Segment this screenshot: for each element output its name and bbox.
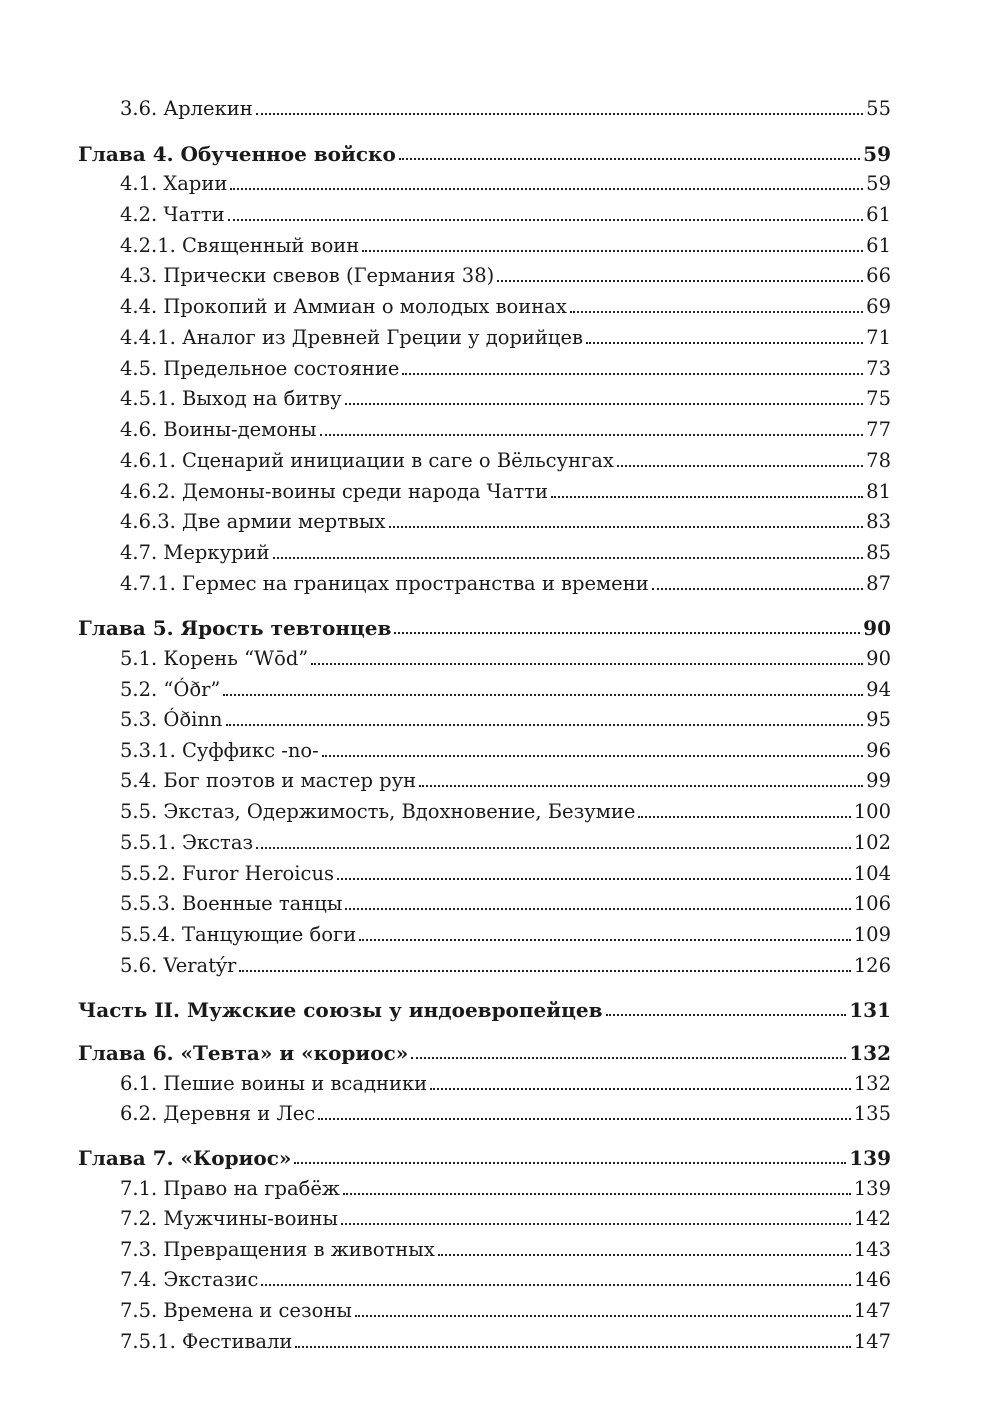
toc-section-entry (120, 197, 891, 227)
toc-section-entry (120, 1096, 891, 1126)
toc-page-number: 90 (863, 616, 891, 640)
toc-section-entry (120, 474, 891, 504)
toc-section-entry (120, 381, 891, 411)
toc-page-number: 78 (866, 449, 891, 472)
toc-entry-title: 5.5.1. Экстаз (120, 831, 254, 854)
toc-section-entry (120, 1201, 891, 1231)
dot-leader (343, 1193, 851, 1195)
toc-chapter-entry (78, 136, 891, 166)
toc-page-number: 85 (866, 541, 891, 564)
toc-section-entry (120, 672, 891, 702)
toc-section-entry (120, 1232, 891, 1262)
toc-entry-title: 6.1. Пешие воины и всадники (120, 1072, 428, 1095)
dot-leader (223, 694, 863, 696)
toc-entry-title: 5.6. Veratýr (120, 954, 237, 977)
toc-page-number: 95 (866, 708, 891, 731)
toc-entry-title: 4.4. Прокопий и Аммиан о молодых воинах (120, 295, 567, 318)
dot-leader (399, 158, 860, 160)
toc-page-number: 75 (866, 387, 891, 410)
toc-entry-title: 4.6.3. Две армии мертвых (120, 510, 386, 533)
dot-leader (341, 1223, 851, 1225)
toc-section-entry (120, 763, 891, 793)
toc-section-entry (120, 1262, 891, 1292)
toc-page-number: 71 (866, 326, 891, 349)
toc-page-number: 147 (853, 1299, 891, 1322)
dot-leader (320, 434, 864, 436)
toc-page-number: 59 (866, 172, 891, 195)
toc-section-entry (120, 1066, 891, 1096)
dot-leader (617, 465, 863, 467)
toc-section-entry (120, 535, 891, 565)
toc-entry-title: 4.2. Чатти (120, 203, 225, 226)
toc-section-entry (120, 948, 891, 978)
toc-entry-title: 5.5.3. Военные танцы (120, 892, 343, 915)
toc-page-number: 147 (853, 1330, 891, 1353)
toc-section-entry (120, 228, 891, 258)
toc-section-entry (120, 412, 891, 442)
toc-entry-title: 5.3.1. Суффикс -no- (120, 739, 319, 762)
toc-section-entry (120, 351, 891, 381)
toc-page-number: 83 (866, 510, 891, 533)
toc-page-number: 126 (853, 954, 891, 977)
toc-entry-title: 4.1. Харии (120, 172, 228, 195)
toc-page-number: 142 (853, 1207, 891, 1230)
toc-chapter-entry (78, 992, 891, 1022)
toc-entry-title: 4.2.1. Священный воин (120, 234, 360, 257)
toc-entry-title: Глава 5. Ярость тевтонцев (78, 616, 392, 640)
dot-leader (606, 1014, 847, 1016)
toc-section-entry (120, 166, 891, 196)
toc-entry-title: 7.5.1. Фестивали (120, 1330, 293, 1353)
toc-page-number: 132 (853, 1072, 891, 1095)
dot-leader (355, 1315, 851, 1317)
dot-leader (294, 1162, 846, 1164)
dot-leader (311, 663, 863, 665)
toc-entry-title: 5.5.4. Танцующие боги (120, 923, 357, 946)
toc-entry-title: 5.3. Óðinn (120, 708, 223, 731)
toc-page-number: 69 (866, 295, 891, 318)
dot-leader (586, 342, 863, 344)
toc-section-entry (120, 91, 891, 121)
dot-leader (419, 785, 863, 787)
toc-entry-title: 7.5. Времена и сезоны (120, 1299, 352, 1322)
dot-leader (318, 1118, 851, 1120)
toc-page-number: 146 (853, 1268, 891, 1291)
toc-page-number: 96 (866, 739, 891, 762)
toc-section-entry (120, 702, 891, 732)
toc-section-entry (120, 641, 891, 671)
toc-entry-title: 4.5. Предельное состояние (120, 357, 400, 380)
dot-leader (295, 1346, 850, 1348)
toc-section-entry (120, 504, 891, 534)
toc-page-number: 106 (853, 892, 891, 915)
toc-section-entry (120, 825, 891, 855)
toc-entry-title: 4.3. Прически свевов (Германия 38) (120, 264, 495, 287)
toc-section-entry (120, 733, 891, 763)
toc-chapter-entry (78, 610, 891, 640)
toc-entry-title: 5.5. Экстаз, Одержимость, Вдохновение, Безумие (120, 800, 636, 823)
toc-entry-title: 7.4. Экстазис (120, 1268, 259, 1291)
toc-entry-title: 4.6.1. Сценарий инициации в саге о Вёльсунгах (120, 449, 614, 472)
toc-entry-title: 5.1. Корень “Wōd” (120, 647, 309, 670)
toc-entry-title: 4.4.1. Аналог из Древней Греции у дорийцев (120, 326, 583, 349)
toc-entry-title: 7.2. Мужчины-воины (120, 1207, 339, 1230)
toc-entry-title: 4.6. Воины-демоны (120, 418, 317, 441)
toc-page-number: 61 (866, 234, 891, 257)
toc-section-entry (120, 856, 891, 886)
toc-page-number: 61 (866, 203, 891, 226)
toc-page-number: 90 (866, 647, 891, 670)
toc-page-number: 109 (853, 923, 891, 946)
toc-section-entry (120, 566, 891, 596)
dot-leader (402, 373, 863, 375)
dot-leader (438, 1254, 851, 1256)
dot-leader (394, 632, 860, 634)
toc-section-entry (120, 886, 891, 916)
toc-chapter-entry (78, 1140, 891, 1170)
toc-entry-title: Глава 7. «Кориос» (78, 1146, 292, 1170)
toc-entry-title: 6.2. Деревня и Лес (120, 1102, 316, 1125)
toc-entry-title: 4.6.2. Демоны-воины среди народа Чатти (120, 480, 548, 503)
dot-leader (261, 1284, 850, 1286)
toc-entry-title: 5.5.2. Furor Heroicus (120, 862, 335, 885)
dot-leader (230, 188, 863, 190)
dot-leader (228, 219, 863, 221)
toc-section-entry (120, 258, 891, 288)
dot-leader (359, 939, 851, 941)
toc-entry-title: Глава 6. «Тевта» и «кориос» (78, 1041, 409, 1065)
toc-entry-title: 4.7. Меркурий (120, 541, 270, 564)
toc-section-entry (120, 443, 891, 473)
toc-page-number: 131 (849, 998, 891, 1022)
toc-page-number: 100 (853, 800, 891, 823)
toc-page-number: 139 (849, 1146, 891, 1170)
dot-leader (497, 280, 863, 282)
toc-chapter-entry (78, 1035, 891, 1065)
toc-page-number: 87 (866, 572, 891, 595)
dot-leader (652, 588, 863, 590)
dot-leader (256, 113, 863, 115)
dot-leader (638, 816, 850, 818)
toc-page-number: 99 (866, 769, 891, 792)
toc-page-number: 94 (866, 678, 891, 701)
dot-leader (389, 526, 864, 528)
toc-entry-title: Глава 4. Обученное войско (78, 142, 396, 166)
toc-section-entry (120, 289, 891, 319)
toc-page-number: 104 (853, 862, 891, 885)
dot-leader (256, 847, 851, 849)
toc-entry-title: 5.2. “Óðr” (120, 678, 221, 701)
toc-section-entry (120, 917, 891, 947)
toc-page-number: 81 (866, 480, 891, 503)
toc-entry-title: 4.5.1. Выход на битву (120, 387, 342, 410)
dot-leader (239, 970, 850, 972)
dot-leader (273, 557, 864, 559)
toc-section-entry (120, 320, 891, 350)
dot-leader (411, 1057, 846, 1059)
dot-leader (570, 311, 863, 313)
toc-page-number: 139 (853, 1177, 891, 1200)
toc-page-number: 135 (853, 1102, 891, 1125)
toc-page-number: 102 (853, 831, 891, 854)
toc-entry-title: Часть II. Мужские союзы у индоевропейцев (78, 998, 603, 1022)
dot-leader (226, 724, 864, 726)
toc-entry-title: 7.1. Право на грабёж (120, 1177, 340, 1200)
toc-page-number: 77 (866, 418, 891, 441)
toc-page-number: 132 (849, 1041, 891, 1065)
toc-entry-title: 4.7.1. Гермес на границах пространства и времени (120, 572, 649, 595)
toc-section-entry (120, 1171, 891, 1201)
toc-entry-title: 5.4. Бог поэтов и мастер рун (120, 769, 417, 792)
toc-entry-title: 7.3. Превращения в животных (120, 1238, 435, 1261)
dot-leader (322, 755, 863, 757)
toc-page-number: 55 (866, 97, 891, 120)
toc-section-entry (120, 1324, 891, 1354)
toc-section-entry (120, 794, 891, 824)
dot-leader (362, 250, 863, 252)
dot-leader (345, 403, 864, 405)
toc-entry-title: 3.6. Арлекин (120, 97, 253, 120)
toc-section-entry (120, 1293, 891, 1323)
dot-leader (337, 878, 851, 880)
toc-page-number: 66 (866, 264, 891, 287)
dot-leader (551, 496, 863, 498)
dot-leader (345, 908, 850, 910)
dot-leader (430, 1088, 851, 1090)
toc-page-number: 59 (863, 142, 891, 166)
toc-page-number: 73 (866, 357, 891, 380)
toc-page-number: 143 (853, 1238, 891, 1261)
